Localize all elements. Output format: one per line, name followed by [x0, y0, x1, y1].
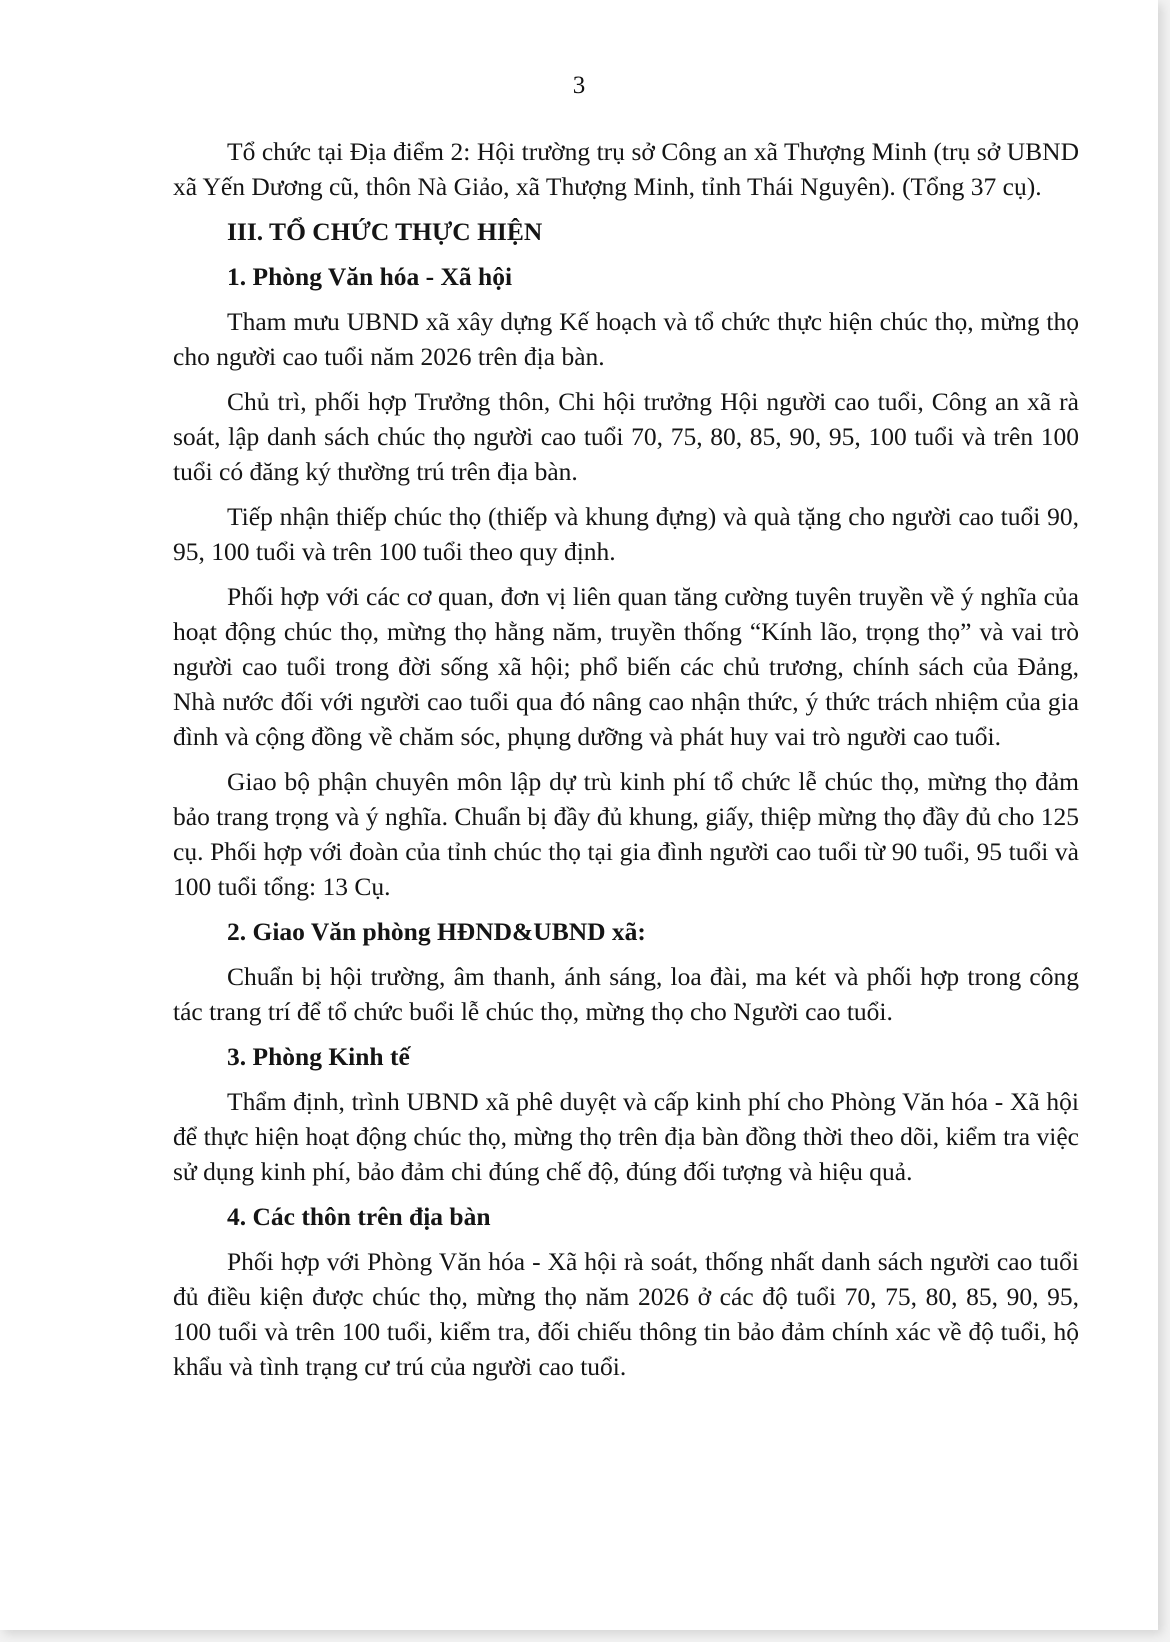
paragraph-advise-plan: Tham mưu UBND xã xây dựng Kế hoạch và tổ chức thực hiện chúc thọ, mừng thọ cho người cao tuổi năm 2026 trên địa bàn. — [173, 307, 1079, 371]
paragraph-preside-review: Chủ trì, phối hợp Trưởng thôn, Chi hội trưởng Hội người cao tuổi, Công an xã rà soát, lập danh sách chúc thọ người cao tuổi 70, 75, 80, 85, 90, 95, 100 tuổi và trên 100 tuổi có đăng ký thường trú trên địa bàn. — [173, 387, 1079, 486]
section-heading-implementation: III. TỔ CHỨC THỰC HIỆN — [227, 217, 543, 246]
subheading-culture-society-office: 1. Phòng Văn hóa - Xã hội — [227, 262, 513, 291]
paragraph-venue-2: Tổ chức tại Địa điểm 2: Hội trường trụ sở Công an xã Thượng Minh (trụ sở UBND xã Yến Dương cũ, thôn Nà Giảo, xã Thượng Minh, tỉnh Thái Nguyên). (Tổng 37 cụ). — [173, 137, 1079, 201]
paragraph-villages-coordination: Phối hợp với Phòng Văn hóa - Xã hội rà soát, thống nhất danh sách người cao tuổi đủ điều kiện được chúc thọ, mừng thọ năm 2026 ở các độ tuổi 70, 75, 80, 85, 90, 95, 100 tuổi và trên 100 tuổi, kiểm tra, đối chiếu thông tin bảo đảm chính xác về độ tuổi, hộ khẩu và tình trạng cư trú của người cao tuổi. — [173, 1247, 1079, 1381]
paragraph-hall-preparation: Chuẩn bị hội trường, âm thanh, ánh sáng, loa đài, ma két và phối hợp trong công tác trang trí để tổ chức buổi lễ chúc thọ, mừng thọ cho Người cao tuổi. — [173, 962, 1079, 1026]
subheading-villages: 4. Các thôn trên địa bàn — [227, 1202, 491, 1231]
paragraph-budget-preparation: Giao bộ phận chuyên môn lập dự trù kinh phí tổ chức lễ chúc thọ, mừng thọ đảm bảo trang trọng và ý nghĩa. Chuẩn bị đầy đủ khung, giấy, thiệp mừng thọ đầy đủ cho 125 cụ. Phối hợp với đoàn của tỉnh chúc thọ tại gia đình người cao tuổi từ 90 tuổi, 95 tuổi và 100 tuổi tổng: 13 Cụ. — [173, 767, 1079, 901]
paragraph-propaganda: Phối hợp với các cơ quan, đơn vị liên quan tăng cường tuyên truyền về ý nghĩa của hoạt động chúc thọ, mừng thọ hằng năm, truyền thống “Kính lão, trọng thọ” và vai trò người cao tuổi trong đời sống xã hội; phổ biến các chủ trương, chính sách của Đảng, Nhà nước đối với người cao tuổi qua đó nâng cao nhận thức, ý thức trách nhiệm của gia đình và cộng đồng về chăm sóc, phụng dưỡng và phát huy vai trò người cao tuổi. — [173, 582, 1079, 751]
page-number: 3 — [572, 72, 586, 99]
document-body — [173, 134, 1079, 1394]
subheading-council-office: 2. Giao Văn phòng HĐND&UBND xã: — [227, 917, 646, 946]
subheading-economic-office: 3. Phòng Kinh tế — [227, 1042, 410, 1071]
paragraph-receive-cards: Tiếp nhận thiếp chúc thọ (thiếp và khung đựng) và quà tặng cho người cao tuổi 90, 95, 100 tuổi và trên 100 tuổi theo quy định. — [173, 502, 1079, 566]
paragraph-appraisal: Thẩm định, trình UBND xã phê duyệt và cấp kinh phí cho Phòng Văn hóa - Xã hội để thực hiện hoạt động chúc thọ, mừng thọ trên địa bàn đồng thời theo dõi, kiểm tra việc sử dụng kinh phí, bảo đảm chi đúng chế độ, đúng đối tượng và hiệu quả. — [173, 1087, 1079, 1186]
